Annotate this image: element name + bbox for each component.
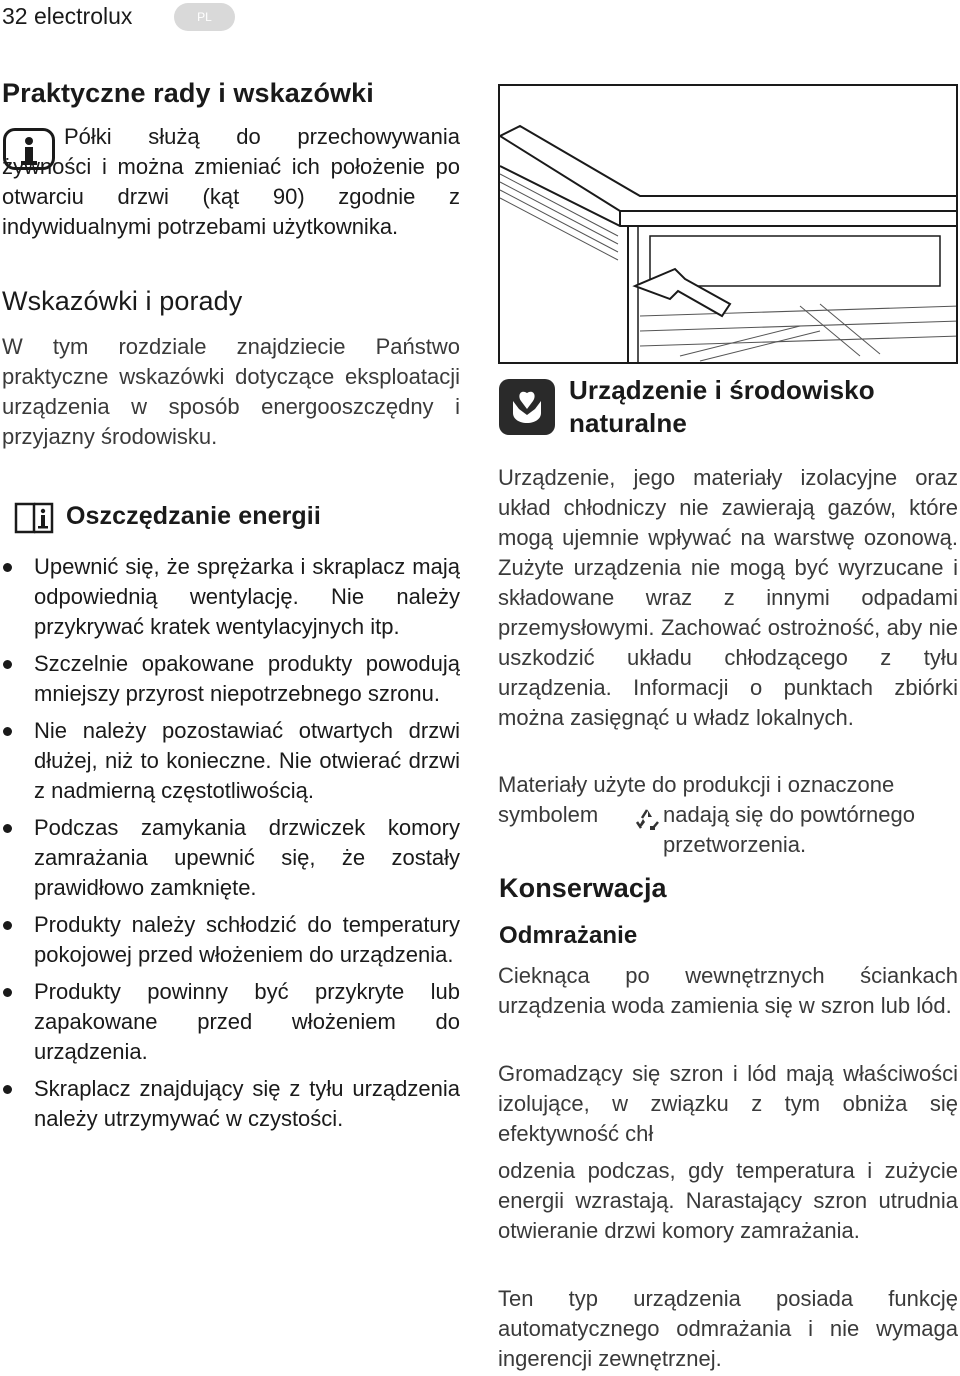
list-item: Produkty należy schłodzić do temperatury pokojowej przed włożeniem do urządzenia. <box>2 910 460 970</box>
manual-info-icon <box>14 500 54 534</box>
section-title-practical-tips: Praktyczne rady i wskazówki <box>2 78 374 108</box>
energy-tips-list <box>2 552 460 1141</box>
defrost-paragraph-1: Cieknąca po wewnętrznych ściankach urządzenia woda zamienia się w szron lub lód. <box>498 963 958 1018</box>
tips-intro: W tym rozdziale znajdziecie Państwo praktyczne wskazówki dotyczące eksploatacji urządzenia w sposób energooszczędny i przyjazny środowisku. <box>2 334 460 449</box>
defrost-paragraph-4: Ten typ urządzenia posiada funkcję automatycznego odmrażania i nie wymaga ingerencji zewnętrznej. <box>498 1286 958 1371</box>
list-item: Nie należy pozostawiać otwartych drzwi dłużej, niż to konieczne. Nie otwierać drzwi z nadmierną częstotliwością. <box>2 716 460 806</box>
section-title-tips: Wskazówki i porady <box>2 286 243 316</box>
defrost-paragraph-2: Gromadzący się szron i lód mają właściwości izolujące, w związku z tym obniża się efektywność chł <box>498 1061 958 1146</box>
page-number: 32 electrolux <box>2 3 133 29</box>
section-title-environment: Urządzenie i środowisko naturalne <box>569 375 875 438</box>
defrost-paragraph-3: odzenia podczas, gdy temperatura i zużycie energii wzrastają. Narastający szron utrudnia otwieranie drzwi komory zamrażania. <box>498 1158 958 1243</box>
recycling-line-2b: nadają się do powtórnego <box>663 802 915 827</box>
info-note: Półki służą do przechowywania żywności i można zmieniać ich położenie po otwarciu drzwi (kąt 90) zgodnie z indywidualnymi potrzebami użytkownika. <box>2 124 460 239</box>
environment-paragraph: Urządzenie, jego materiały izolacyjne oraz układ chłodniczy nie zawierają gazów, które mogą ujemnie wpływać na warstwę ozonową. Zużyte urządzenia nie mogą być wyrzucane i składowane wraz z innymi odpadami przemysłowymi. Zachować ostrożność, aby nie uszkodzić układu chłodzącego z tyłu urządzenia. Informacji o punktach zbiórki można zasięgnąć u władz lokalnych. <box>498 465 958 730</box>
shelf-illustration <box>498 84 958 364</box>
list-item: Skraplacz znajdujący się z tyłu urządzenia należy utrzymywać w czystości. <box>2 1074 460 1134</box>
section-title-energy-saving: Oszczędzanie energii <box>66 502 321 530</box>
section-title-maintenance: Konserwacja <box>499 873 667 903</box>
recycling-line-3: przetworzenia. <box>663 832 807 857</box>
recycling-line-1: Materiały użyte do produkcji i oznaczone <box>498 772 895 797</box>
recycle-icon <box>633 806 661 834</box>
list-item: Szczelnie opakowane produkty powodują mniejszy przyrost niepotrzebnego szronu. <box>2 649 460 709</box>
list-item: Podczas zamykania drzwiczek komory zamrażania upewnić się, że zostały prawidłowo zamknięte. <box>2 813 460 903</box>
list-item: Upewnić się, że sprężarka i skraplacz mają odpowiednią wentylację. Nie należy przykrywać kratek wentylacyjnych itp. <box>2 552 460 642</box>
recycling-line-2a: symbolem <box>498 802 599 827</box>
section-title-defrosting: Odmrażanie <box>499 922 638 949</box>
list-item: Produkty powinny być przykryte lub zapakowane przed włożeniem do urządzenia. <box>2 977 460 1067</box>
language-badge: PL <box>174 3 235 31</box>
environment-icon <box>499 379 555 435</box>
page-header <box>0 0 300 34</box>
